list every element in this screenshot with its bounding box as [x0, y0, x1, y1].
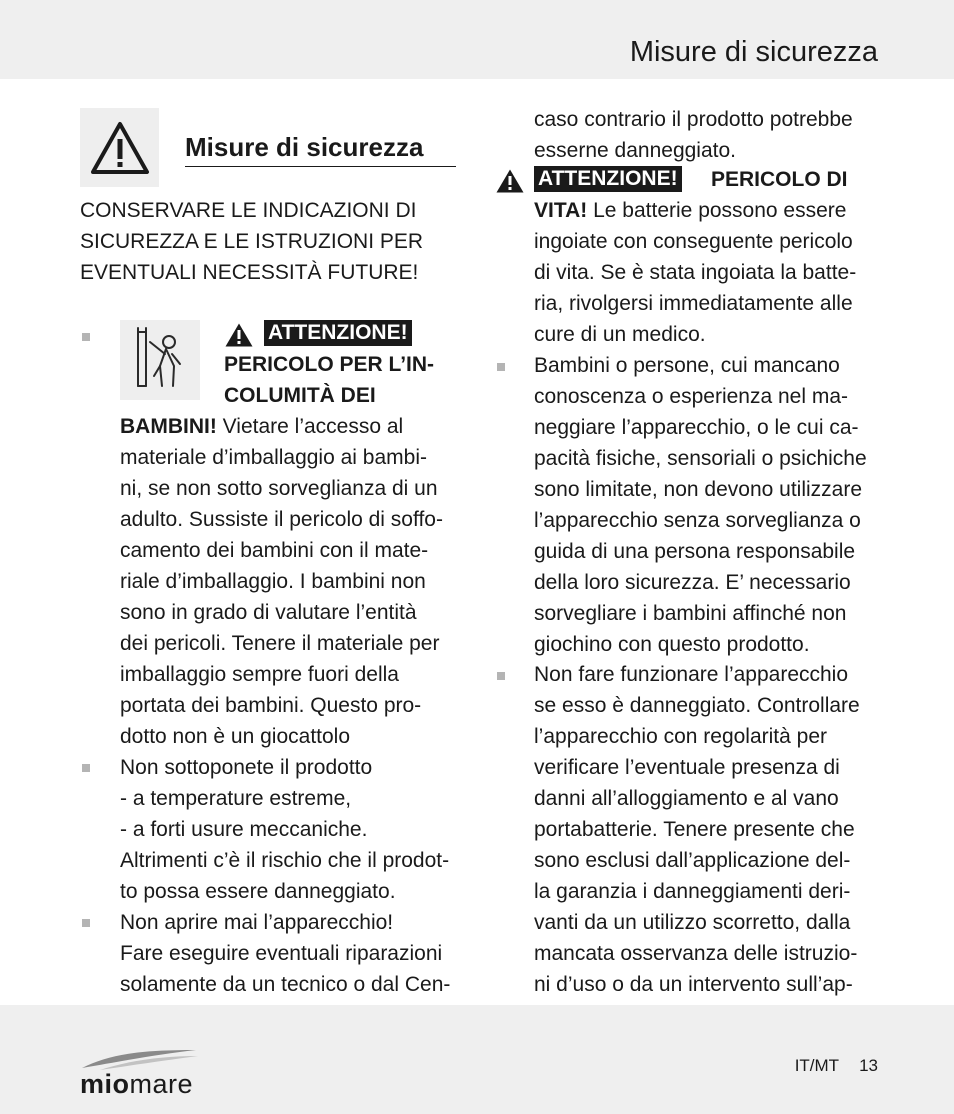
hazard-heading: PERICOLO PER L’IN-: [224, 353, 435, 376]
body-line: conoscenza o esperienza nel ma-: [534, 385, 849, 408]
body-line: pacità fisiche, sensoriali o psichiche: [534, 447, 867, 470]
warning-triangle-icon: [495, 168, 525, 194]
warning-triangle-icon: [90, 120, 150, 176]
page-number: 13: [859, 1056, 878, 1075]
body-line: ingoiate con conseguente pericolo: [534, 230, 853, 253]
body-line: sono in grado di valutare l’entità: [120, 601, 417, 624]
body-line: verificare l’eventuale presenza di: [534, 756, 840, 779]
logo-bold-part: mio: [80, 1069, 130, 1099]
body-line: giochino con questo prodotto.: [534, 633, 810, 656]
body-line: Non fare funzionare l’apparecchio: [534, 663, 849, 686]
body-line: solamente da un tecnico o dal Cen-: [120, 973, 451, 996]
body-line: - a forti usure meccaniche.: [120, 818, 368, 841]
bullet-marker: [497, 363, 505, 371]
body-line: adulto. Sussiste il pericolo di soffo-: [120, 508, 443, 531]
body-line: imballaggio sempre fuori della: [120, 663, 399, 686]
body-line: sorvegliare i bambini affinché non: [534, 602, 847, 625]
body-line: Non sottoponete il prodotto: [120, 756, 373, 779]
title-underline: [185, 166, 456, 167]
logo-light-part: mare: [129, 1069, 194, 1099]
body-line: portata dei bambini. Questo pro-: [120, 694, 422, 717]
body-line: neggiare l’apparecchio, o le cui ca-: [534, 416, 859, 439]
body-line: ni, se non sotto sorveglianza di un: [120, 477, 438, 500]
logo-wordmark: [80, 1069, 193, 1100]
bullet-marker: [82, 764, 90, 772]
section-title: Misure di sicurezza: [185, 132, 424, 162]
attention-label: ATTENZIONE!: [534, 166, 682, 192]
body-line: l’apparecchio senza sorveglianza o: [534, 509, 861, 532]
page-header-title: Misure di sicurezza: [629, 36, 878, 68]
body-line: [534, 195, 846, 226]
child-warning-box: [120, 320, 200, 400]
brand-logo: [80, 1046, 210, 1102]
body-line: dotto non è un giocattolo: [120, 725, 351, 748]
page-info: [795, 1056, 878, 1076]
body-line: dei pericoli. Tenere il materiale per: [120, 632, 440, 655]
bullet-marker: [497, 672, 505, 680]
language-code: IT/MT: [794, 1056, 840, 1075]
body-line: ni d’uso o da un intervento sull’ap-: [534, 973, 853, 996]
body-line: Altrimenti c’è il rischio che il prodot-: [120, 849, 450, 872]
body-line: di vita. Se è stata ingoiata la batte-: [534, 261, 857, 284]
body-line: vanti da un utilizzo scorretto, dalla: [534, 911, 851, 934]
body-line: caso contrario il prodotto potrebbe: [534, 108, 853, 131]
hazard-heading-end: VITA!: [534, 199, 588, 222]
hazard-heading: PERICOLO DI: [711, 168, 848, 191]
warning-box: [80, 108, 159, 187]
body-line: mancata osservanza delle istruzio-: [534, 942, 858, 965]
body-line: guida di una persona responsabile: [534, 540, 856, 563]
body-line: della loro sicurezza. E’ necessario: [534, 571, 851, 594]
body-line: riale d’imballaggio. I bambini non: [120, 570, 426, 593]
body-text: Le batterie possono essere: [587, 199, 847, 222]
hazard-heading-end: BAMBINI!: [120, 415, 217, 438]
child-reaching-icon: [120, 320, 200, 400]
body-line: - a temperature estreme,: [120, 787, 352, 810]
intro-line: SICUREZZA E LE ISTRUZIONI PER: [80, 230, 424, 253]
warning-triangle-icon: [224, 322, 254, 348]
body-line: cure di un medico.: [534, 323, 706, 346]
hazard-heading: COLUMITÀ DEI: [224, 384, 376, 407]
body-line: la garanzia i danneggiamenti deri-: [534, 880, 851, 903]
body-line: sono limitate, non devono utilizzare: [534, 478, 863, 501]
body-line: Fare eseguire eventuali riparazioni: [120, 942, 443, 965]
body-line: danni all’alloggiamento e al vano: [534, 787, 839, 810]
body-line: esserne danneggiato.: [534, 139, 736, 162]
body-line: portabatterie. Tenere presente che: [534, 818, 855, 841]
body-line: materiale d’imballaggio ai bambi-: [120, 446, 427, 469]
body-line: camento dei bambini con il mate-: [120, 539, 429, 562]
body-line: l’apparecchio con regolarità per: [534, 725, 828, 748]
intro-line: EVENTUALI NECESSITÀ FUTURE!: [80, 261, 419, 284]
intro-line: CONSERVARE LE INDICAZIONI DI: [80, 199, 417, 222]
body-line: sono esclusi dall’applicazione del-: [534, 849, 851, 872]
body-line: ria, rivolgersi immediatamente alle: [534, 292, 853, 315]
body-line: to possa essere danneggiato.: [120, 880, 396, 903]
body-line: [120, 411, 403, 442]
body-line: Non aprire mai l’apparecchio!: [120, 911, 394, 934]
body-text: Vietare l’accesso al: [216, 415, 404, 438]
bullet-marker: [82, 919, 90, 927]
bullet-marker: [82, 333, 90, 341]
body-line: se esso è danneggiato. Controllare: [534, 694, 860, 717]
attention-label: ATTENZIONE!: [264, 320, 412, 346]
body-line: Bambini o persone, cui mancano: [534, 354, 840, 377]
